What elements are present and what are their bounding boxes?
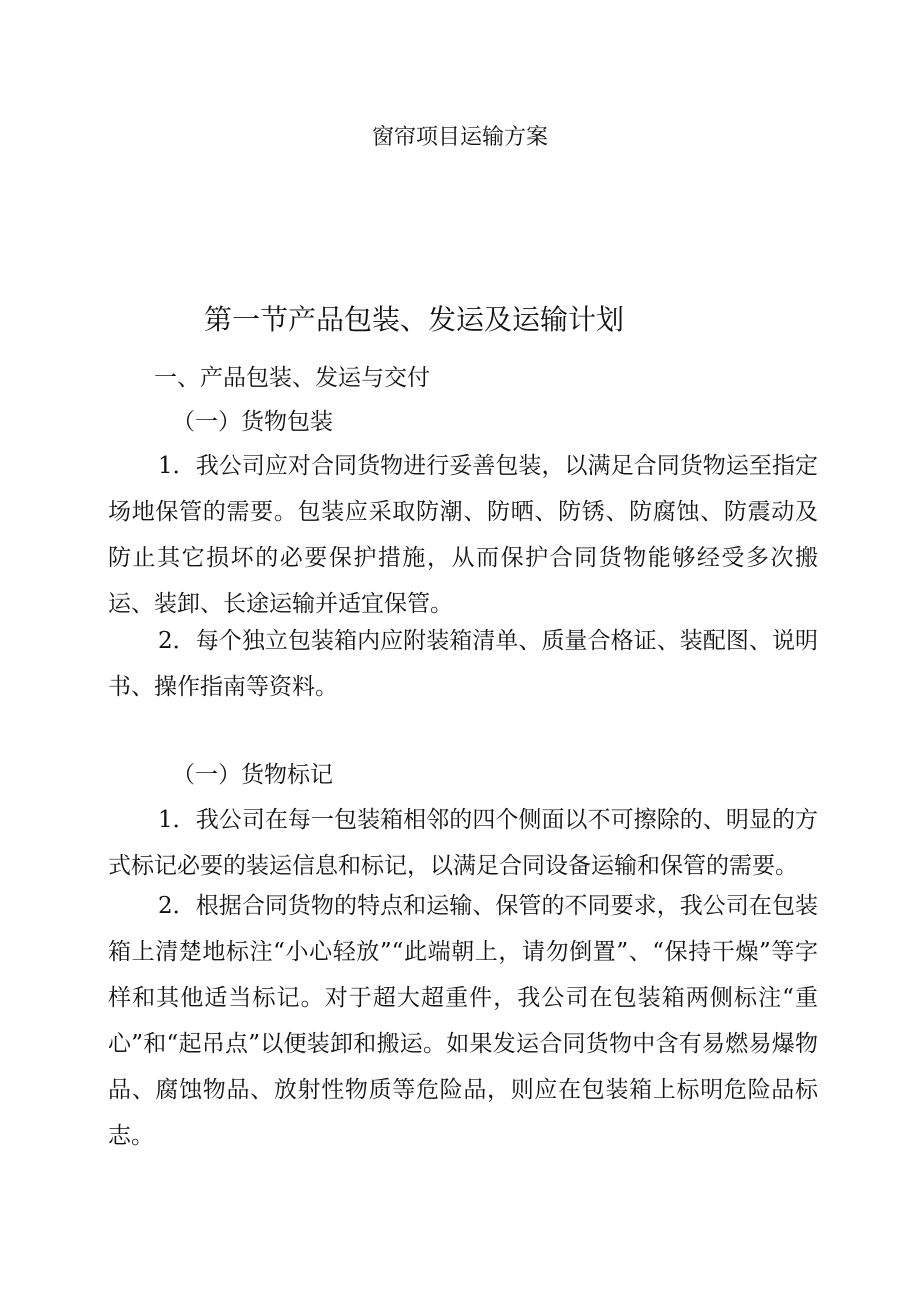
marking-heading: （一）货物标记 — [172, 762, 333, 788]
packaging-item-2: 2．每个独立包装箱内应附装箱清单、质量合格证、装配图、说明书、操作指南等资料。 — [108, 628, 818, 700]
marking-item-1: 1．我公司在每一包装箱相邻的四个侧面以不可擦除的、明显的方式标记必要的装运信息和标记，以满足合同设备运输和保管的需要。 — [108, 807, 818, 879]
marking-item-2: 2．根据合同货物的特点和运输、保管的不同要求，我公司在包装箱上清楚地标注“小心轻放”“此端朝上，请勿倒置”、“保持干燥”等字样和其他适当标记。对于超大超重件，我公司在包装箱两侧标注“重心”和“起吊点”以便装卸和搬运。如果发运合同货物中含有易燃易爆物品、腐蚀物品、放射性物质等危险品，则应在包装箱上标明危险品标志。 — [108, 893, 818, 1149]
packaging-item-1: 1．我公司应对合同货物进行妥善包装，以满足合同货物运至指定场地保管的需要。包装应采取防潮、防晒、防锈、防腐蚀、防震动及防止其它损坏的必要保护措施，从而保护合同货物能够经受多次搬运、装卸、长途运输并适宜保管。 — [108, 453, 818, 617]
section-title: 第一节产品包装、发运及运输计划 — [204, 303, 625, 336]
document-title: 窗帘项目运输方案 — [371, 125, 548, 150]
packaging-heading: （一）货物包装 — [172, 409, 333, 435]
part-heading: 一、产品包装、发运与交付 — [154, 365, 430, 391]
